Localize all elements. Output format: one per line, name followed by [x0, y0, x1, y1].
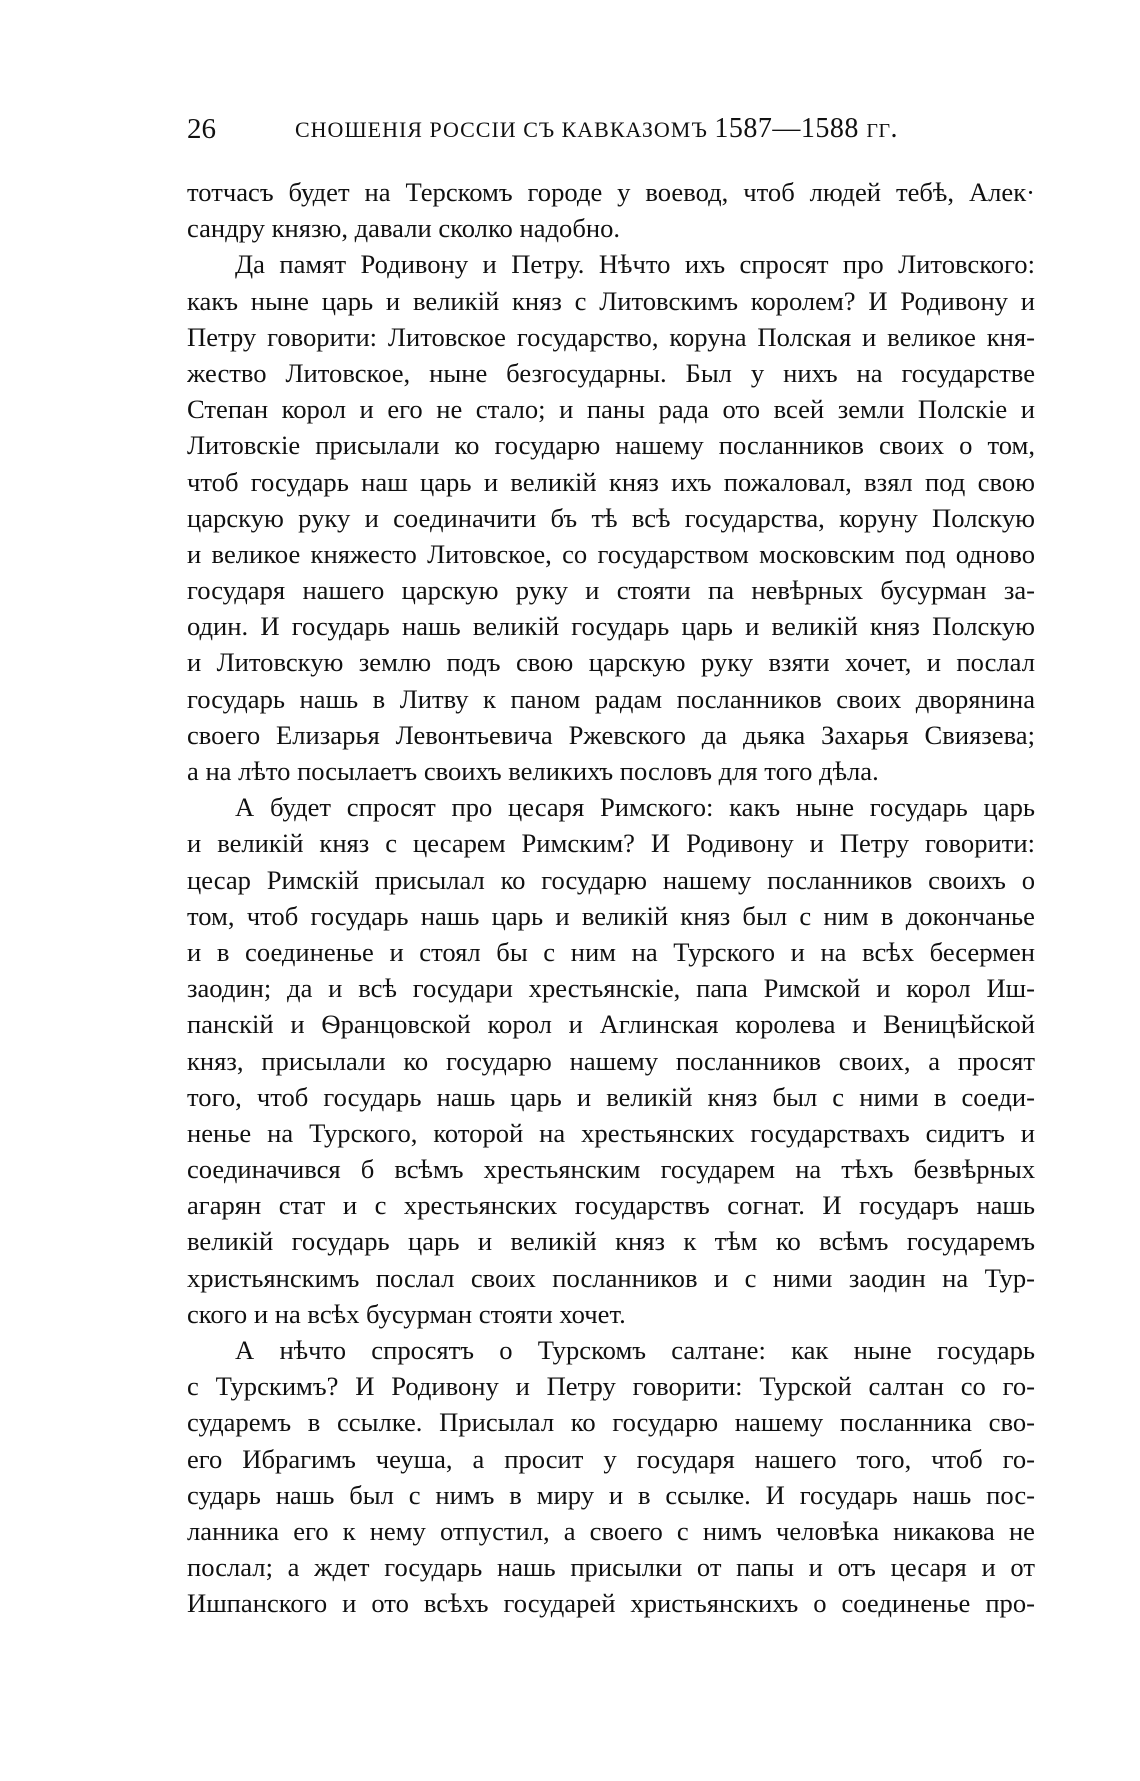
- text-line: А будет спросят про цесаря Римского: какъ ныне государь царь: [235, 792, 1035, 823]
- text-line: того, чтоб государь нашь царь и великій княз был с ними в соеди-: [187, 1081, 1035, 1112]
- text-line: и великое княжесто Литовское, со государством московским под одново: [187, 538, 1035, 569]
- text-line: соединачився б всѣмъ хрестьянским государем на тѣхъ безвѣрных: [187, 1154, 1035, 1185]
- text-line: цесар Римскій присылал ко государю нашему посланников своихъ о: [187, 864, 1035, 895]
- text-line: жество Литовское, ныне безгосударны. Был у нихъ на государстве: [187, 357, 1035, 388]
- text-line: царскую руку и соединачити бъ тѣ всѣ государства, коруну Полскую: [187, 502, 1035, 533]
- text-line: государя нашего царскую руку и стояти па невѣрных бусурман за-: [187, 575, 1035, 606]
- text-line: а на лѣто посылаетъ своихъ великихъ пословъ для того дѣла.: [187, 756, 879, 786]
- text-line: послал; а ждет государь нашь присылки от папы и отъ цесаря и от: [187, 1552, 1035, 1583]
- text-line: Литовскіе присылали ко государю нашему посланников своих о том,: [187, 430, 1035, 461]
- text-line: и великій княз с цесарем Римским? И Родивону и Петру говорити:: [187, 828, 1035, 859]
- text-line: Да памят Родивону и Петру. Нѣчто ихъ спросят про Литовского:: [235, 249, 1035, 280]
- text-line: Петру говорити: Литовское государство, коруна Полская и великое кня-: [187, 321, 1035, 352]
- text-line: тотчасъ будет на Терскомъ городе у воевод, чтоб людей тебѣ, Алек·: [187, 177, 1035, 207]
- text-line: христьянскимъ послал своих посланников и с ними заодин на Тур-: [187, 1262, 1035, 1293]
- text-line: один. И государь нашь великій государь царь и великій княз Полскую: [187, 611, 1035, 642]
- header-years: 1587—1588 гг.: [714, 113, 898, 144]
- text-line: какъ ныне царь и великій княз с Литовскимъ королем? И Родивону и: [187, 285, 1035, 316]
- text-line: сударемъ в ссылке. Присылал ко государю нашему посланника сво-: [187, 1407, 1035, 1438]
- text-line: княз, присылали ко государю нашему посланников своих, а просят: [187, 1045, 1035, 1076]
- text-line: его Ибрагимъ чеуша, а просит у государя нашего того, чтоб го-: [187, 1443, 1035, 1474]
- text-line: панскій и Ѳранцовской корол и Аглинская королева и Веницѣйской: [187, 1009, 1035, 1040]
- body-text: [187, 174, 1035, 1622]
- document-page: [187, 108, 1035, 1622]
- text-line: и в соединенье и стоял бы с ним на Турского и на всѣх бесермен: [187, 936, 1035, 967]
- text-line: ланника его к нему отпустил, а своего с нимъ человѣка никакова не: [187, 1515, 1035, 1546]
- text-line: с Турскимъ? И Родивону и Петру говорити: Турской салтан со го-: [187, 1371, 1035, 1402]
- text-line: ского и на всѣх бусурман стояти хочет.: [187, 1298, 626, 1329]
- text-line: чтоб государь наш царь и великій княз ихъ пожаловал, взял под свою: [187, 466, 1035, 497]
- text-line: том, чтоб государь нашь царь и великій княз был с ним в докончанье: [187, 900, 1035, 931]
- text-line: Степан корол и его не стало; и паны рада ото всей земли Полскіе и: [187, 394, 1035, 425]
- running-head: [187, 108, 1035, 150]
- text-line: сандру князю, давали сколко надобно.: [187, 213, 621, 244]
- text-line: заодин; да и всѣ государи хрестьянскіе, папа Римской и корол Иш-: [187, 973, 1035, 1004]
- header-title: [295, 108, 898, 151]
- text-line: А нѣчто спросятъ о Турскомъ салтане: как ныне государь: [235, 1335, 1035, 1365]
- text-line: ненье на Турского, которой на хрестьянских государствахъ сидитъ и: [187, 1117, 1035, 1148]
- text-line: великій государь царь и великій княз к тѣм ко всѣмъ государемъ: [187, 1226, 1035, 1257]
- text-line: государь нашь в Литву к паном радам посланников своих дворянина: [187, 683, 1035, 714]
- text-line: Ишпанского и ото всѣхъ государей христьянскихъ о соединенье про-: [187, 1588, 1035, 1619]
- page-number: 26: [187, 113, 216, 145]
- text-line: агарян стат и с хрестьянских государствъ согнат. И государъ нашь: [187, 1190, 1035, 1221]
- text-line: и Литовскую землю подъ свою царскую руку взяти хочет, и послал: [187, 647, 1035, 678]
- header-title-text: СНОШЕНІЯ РОССІИ СЪ КАВКАЗОМЪ: [295, 117, 708, 142]
- text-line: своего Елизарья Левонтьевича Ржевского да дьяка Захарья Свиязева;: [187, 719, 1035, 750]
- text-line: сударь нашь был с нимъ в миру и в ссылке. И государь нашь пос-: [187, 1479, 1035, 1510]
